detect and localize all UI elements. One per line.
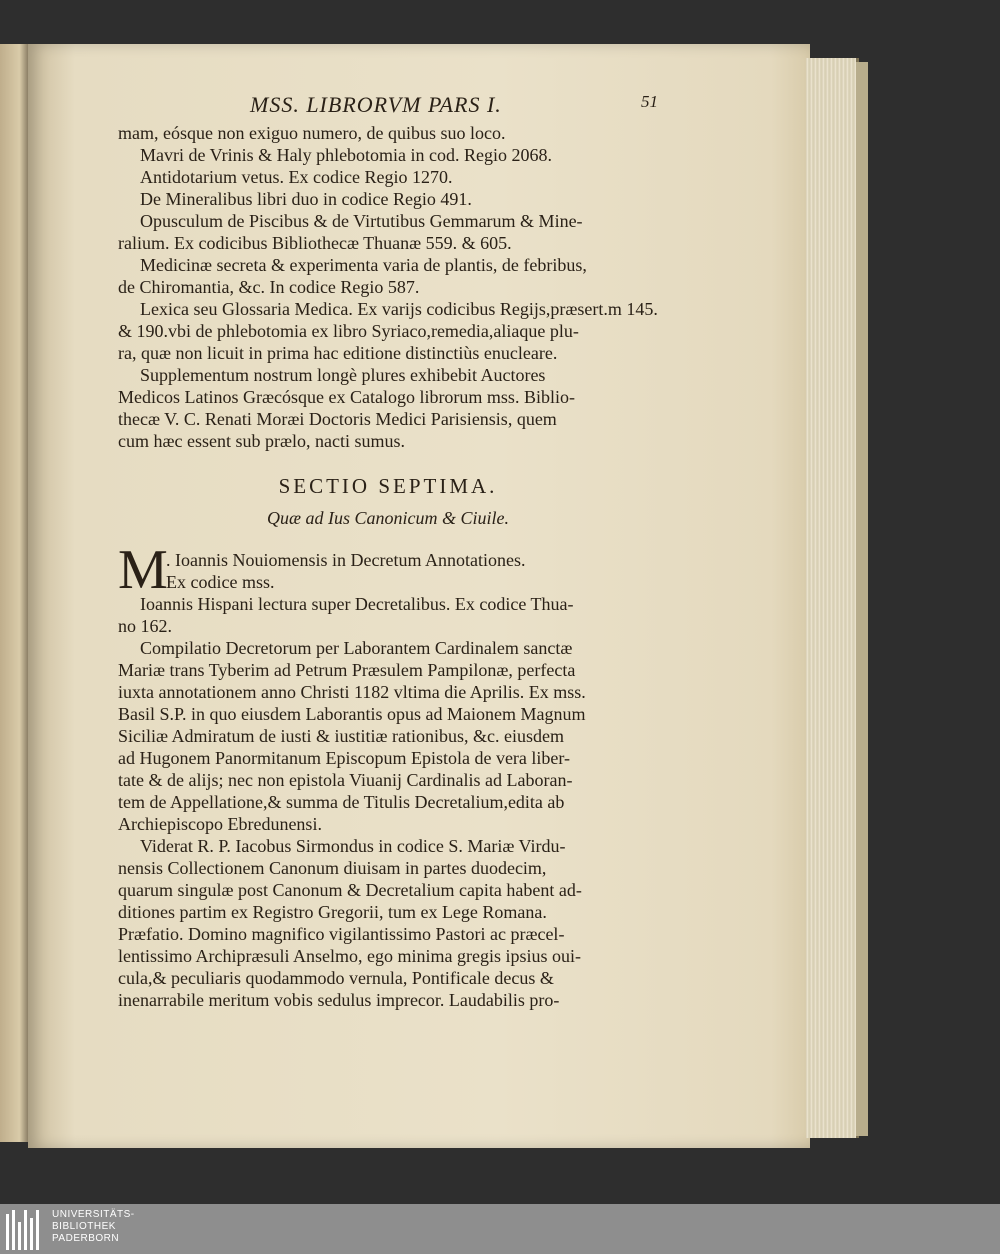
text-line: Archiepiscopo Ebredunensi. [118, 814, 322, 834]
text-line: inenarrabile meritum vobis sedulus imprecor. Laudabilis pro- [118, 990, 560, 1010]
text-line: cum hæc essent sub prælo, nacti sumus. [118, 431, 405, 451]
text-line: Antidotarium vetus. Ex codice Regio 1270. [140, 167, 453, 187]
text-line: ra, quæ non licuit in prima hac editione distinctiùs enucleare. [118, 343, 558, 363]
library-name [52, 1209, 135, 1245]
text-line: Medicinæ secreta & experimenta varia de plantis, de febribus, [140, 255, 587, 275]
text-line: Ioannis Hispani lectura super Decretalibus. Ex codice Thua- [140, 594, 574, 614]
text-line: Supplementum nostrum longè plures exhibebit Auctores [140, 365, 546, 385]
text-line: Præfatio. Domino magnifico vigilantissimo Pastori ac præcel- [118, 924, 565, 944]
text-line: Viderat R. P. Iacobus Sirmondus in codice S. Mariæ Virdu- [140, 836, 566, 856]
text-line: . Ioannis Nouiomensis in Decretum Annotationes. [166, 550, 526, 570]
library-logo-icon [6, 1210, 46, 1250]
text-line: ditiones partim ex Registro Gregorii, tum ex Lege Romana. [118, 902, 547, 922]
text-line: quarum singulæ post Canonum & Decretalium capita habent ad- [118, 880, 582, 900]
page-text [118, 92, 658, 1011]
text-line: Medicos Latinos Græcósque ex Catalogo librorum mss. Biblio- [118, 387, 575, 407]
text-line: no 162. [118, 616, 172, 636]
drop-capital: M [118, 539, 168, 601]
text-line: Ex codice mss. [166, 572, 275, 592]
page-number: 51 [641, 92, 658, 111]
text-line: cula,& peculiaris quodammodo vernula, Pontificale decus & [118, 968, 554, 988]
text-line: lentissimo Archipræsuli Anselmo, ego minima gregis ipsius oui- [118, 946, 581, 966]
text-line: thecæ V. C. Renati Moræi Doctoris Medici Parisiensis, quem [118, 409, 557, 429]
text-line: tem de Appellatione,& summa de Titulis Decretalium,edita ab [118, 792, 565, 812]
running-title: MSS. LIBRORVM PARS I. [250, 92, 502, 117]
dropcap-paragraph [118, 539, 658, 601]
text-line: Compilatio Decretorum per Laborantem Cardinalem sanctæ [140, 638, 573, 658]
text-line: Opusculum de Piscibus & de Virtutibus Gemmarum & Mine- [140, 211, 583, 231]
library-footer [0, 1204, 1000, 1254]
text-line: & 190.vbi de phlebotomia ex libro Syriaco,remedia,aliaque plu- [118, 321, 579, 341]
text-line: Basil S.P. in quo eiusdem Laborantis opus ad Maionem Magnum [118, 704, 586, 724]
text-line: Lexica seu Glossaria Medica. Ex varijs codicibus Regijs,præsert.m 145. [140, 299, 658, 319]
text-line: tate & de alijs; nec non epistola Viuanij Cardinalis ad Laboran- [118, 770, 573, 790]
section-subheading: Quæ ad Ius Canonicum & Ciuile. [267, 508, 509, 528]
facing-page-edge [0, 44, 28, 1142]
text-line: ralium. Ex codicibus Bibliothecæ Thuanæ 559. & 605. [118, 233, 512, 253]
text-line: De Mineralibus libri duo in codice Regio 491. [140, 189, 472, 209]
library-name-line: PADERBORN [52, 1233, 120, 1244]
library-name-line: UNIVERSITÄTS- [52, 1209, 135, 1220]
book-cover-edge [856, 62, 868, 1136]
library-name-line: BIBLIOTHEK [52, 1221, 116, 1232]
text-line: Mariæ trans Tyberim ad Petrum Præsulem Pampilonæ, perfecta [118, 660, 576, 680]
text-line: de Chiromantia, &c. In codice Regio 587. [118, 277, 420, 297]
text-line: ad Hugonem Panormitanum Episcopum Epistola de vera liber- [118, 748, 571, 768]
text-line: mam, eósque non exiguo numero, de quibus suo loco. [118, 123, 506, 143]
section-heading: SECTIO SEPTIMA. [278, 474, 498, 498]
text-line: Mavri de Vrinis & Haly phlebotomia in cod. Regio 2068. [140, 145, 553, 165]
running-head [118, 92, 658, 120]
text-line: Siciliæ Admiratum de iusti & iustitiæ rationibus, &c. eiusdem [118, 726, 564, 746]
text-line: iuxta annotationem anno Christi 1182 vltima die Aprilis. Ex mss. [118, 682, 586, 702]
page-block-edges [806, 58, 859, 1138]
text-line: nensis Collectionem Canonum diuisam in partes duodecim, [118, 858, 547, 878]
